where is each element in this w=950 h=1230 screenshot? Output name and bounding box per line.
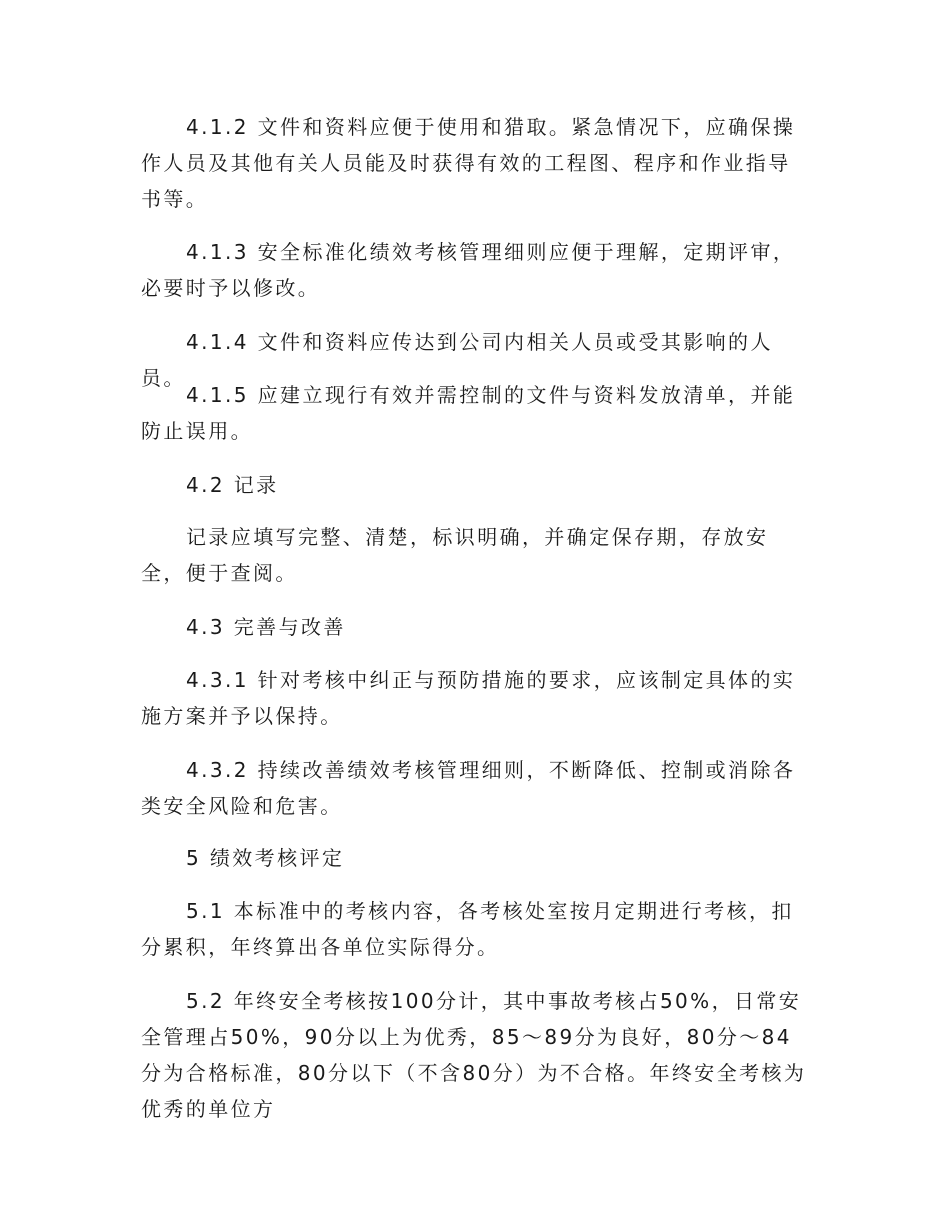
heading-5: 5 绩效考核评定 [186, 846, 345, 870]
paragraph-5-2: 5.2 年终安全考核按100分计，其中事故考核占50%，日常安全管理占50%，90分以上为优秀，85～89分为良好，80分～84分为合格标准，80分以下（不含80分）为不合格。年终安全考核为优秀的单位方 [141, 989, 807, 1121]
paragraph-4-1-3: 4.1.3 安全标准化绩效考核管理细则应便于理解，定期评审，必要时予以修改。 [141, 240, 796, 300]
paragraph-4-1-4: 4.1.4 文件和资料应传达到公司内相关人员或受其影响的人员。 [141, 330, 773, 390]
paragraph-4-1-2: 4.1.2 文件和资料应便于使用和猎取。紧急情况下，应确保操作人员及其他有关人员能及时获得有效的工程图、程序和作业指导书等。 [141, 115, 796, 211]
paragraph-records: 记录应填写完整、清楚，标识明确，并确定保存期，存放安全，便于查阅。 [141, 525, 769, 585]
paragraph-4-3-2: 4.3.2 持续改善绩效考核管理细则，不断降低、控制或消除各类安全风险和危害。 [141, 758, 796, 818]
heading-4-3: 4.3 完善与改善 [186, 615, 346, 639]
paragraph-4-1-5: 4.1.5 应建立现行有效并需控制的文件与资料发放清单，并能防止误用。 [141, 383, 796, 443]
paragraph-5-1: 5.1 本标准中的考核内容，各考核处室按月定期进行考核，扣分累积，年终算出各单位实际得分。 [141, 899, 794, 959]
paragraph-4-3-1: 4.3.1 针对考核中纠正与预防措施的要求，应该制定具体的实施方案并予以保持。 [141, 668, 796, 728]
heading-4-2: 4.2 记录 [186, 473, 279, 497]
